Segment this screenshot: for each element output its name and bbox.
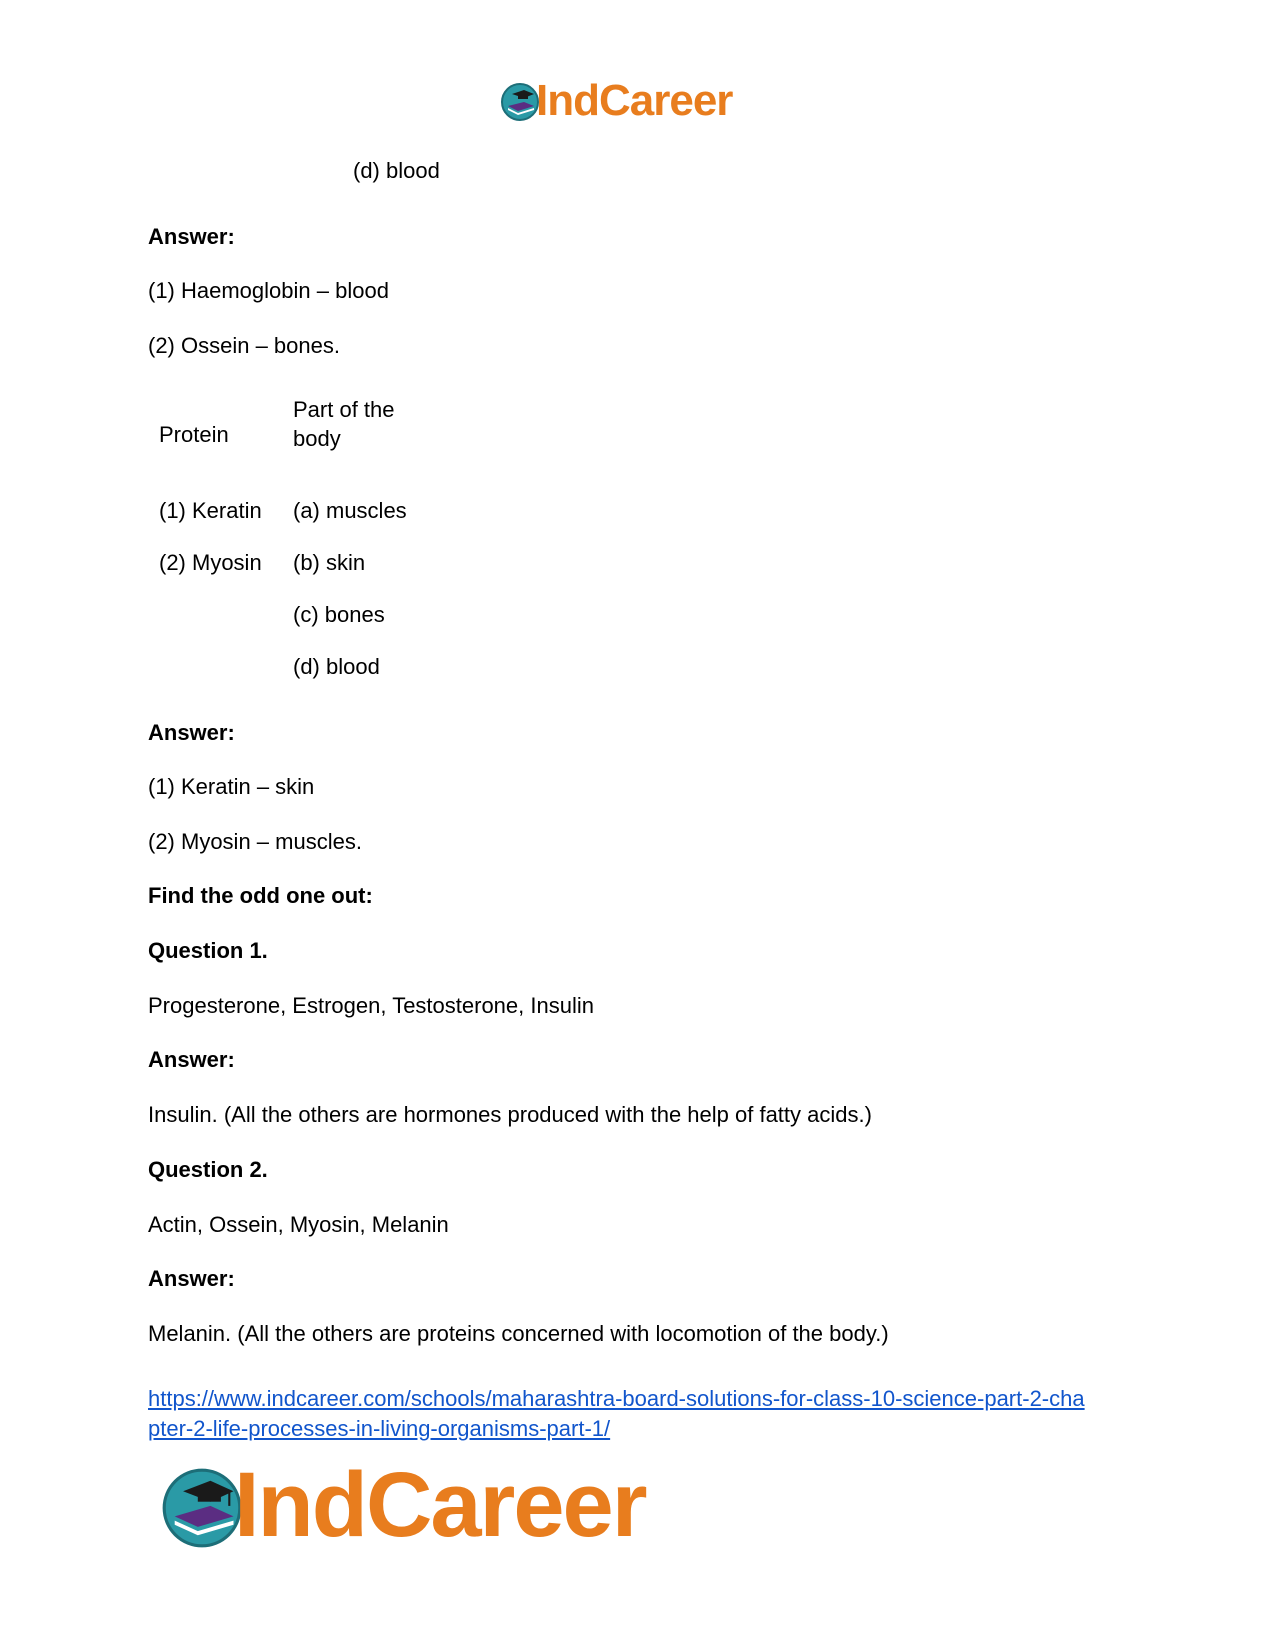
source-link[interactable]	[148, 1384, 1128, 1444]
question-text: Progesterone, Estrogen, Testosterone, Insulin	[148, 993, 594, 1018]
question-label: Question 1.	[148, 938, 268, 963]
table-header-part-line2: body	[293, 426, 341, 451]
table-cell-part: (a) muscles	[293, 498, 407, 523]
answer-label: Answer:	[148, 1047, 235, 1072]
section-heading: Find the odd one out:	[148, 883, 373, 908]
protein-matching-table	[148, 395, 448, 695]
table-cell-protein: (2) Myosin	[159, 550, 262, 575]
table-cell-part: (b) skin	[293, 550, 366, 575]
table-header-protein: Protein	[159, 422, 229, 447]
answer-label: Answer:	[148, 1266, 235, 1291]
source-link-line1[interactable]: https://www.indcareer.com/schools/maharashtra-board-solutions-for-class-10-science-part-2-cha	[148, 1386, 1085, 1411]
book-globe-icon	[160, 1466, 244, 1550]
logo-wordmark: IndCareer	[234, 1454, 646, 1556]
table-header-part-line1: Part of the	[293, 397, 395, 422]
logo-wordmark: IndCareer	[536, 76, 733, 125]
table-cell-protein: (1) Keratin	[159, 498, 262, 523]
option-d-blood: (d) blood	[353, 158, 440, 183]
answer-label: Answer:	[148, 224, 235, 249]
book-globe-icon	[500, 82, 540, 122]
answer-line: (1) Haemoglobin – blood	[148, 278, 389, 303]
answer-line: (2) Ossein – bones.	[148, 333, 340, 358]
table-cell-part: (d) blood	[293, 654, 380, 679]
answer-line: (2) Myosin – muscles.	[148, 829, 362, 854]
answer-text: Insulin. (All the others are hormones produced with the help of fatty acids.)	[148, 1102, 872, 1127]
question-text: Actin, Ossein, Myosin, Melanin	[148, 1212, 449, 1237]
question-label: Question 2.	[148, 1157, 268, 1182]
answer-line: (1) Keratin – skin	[148, 774, 315, 799]
table-cell-part: (c) bones	[293, 602, 385, 627]
source-link-line2[interactable]: pter-2-life-processes-in-living-organisms-part-1/	[148, 1416, 611, 1441]
answer-label: Answer:	[148, 720, 235, 745]
answer-text: Melanin. (All the others are proteins concerned with locomotion of the body.)	[148, 1321, 889, 1346]
